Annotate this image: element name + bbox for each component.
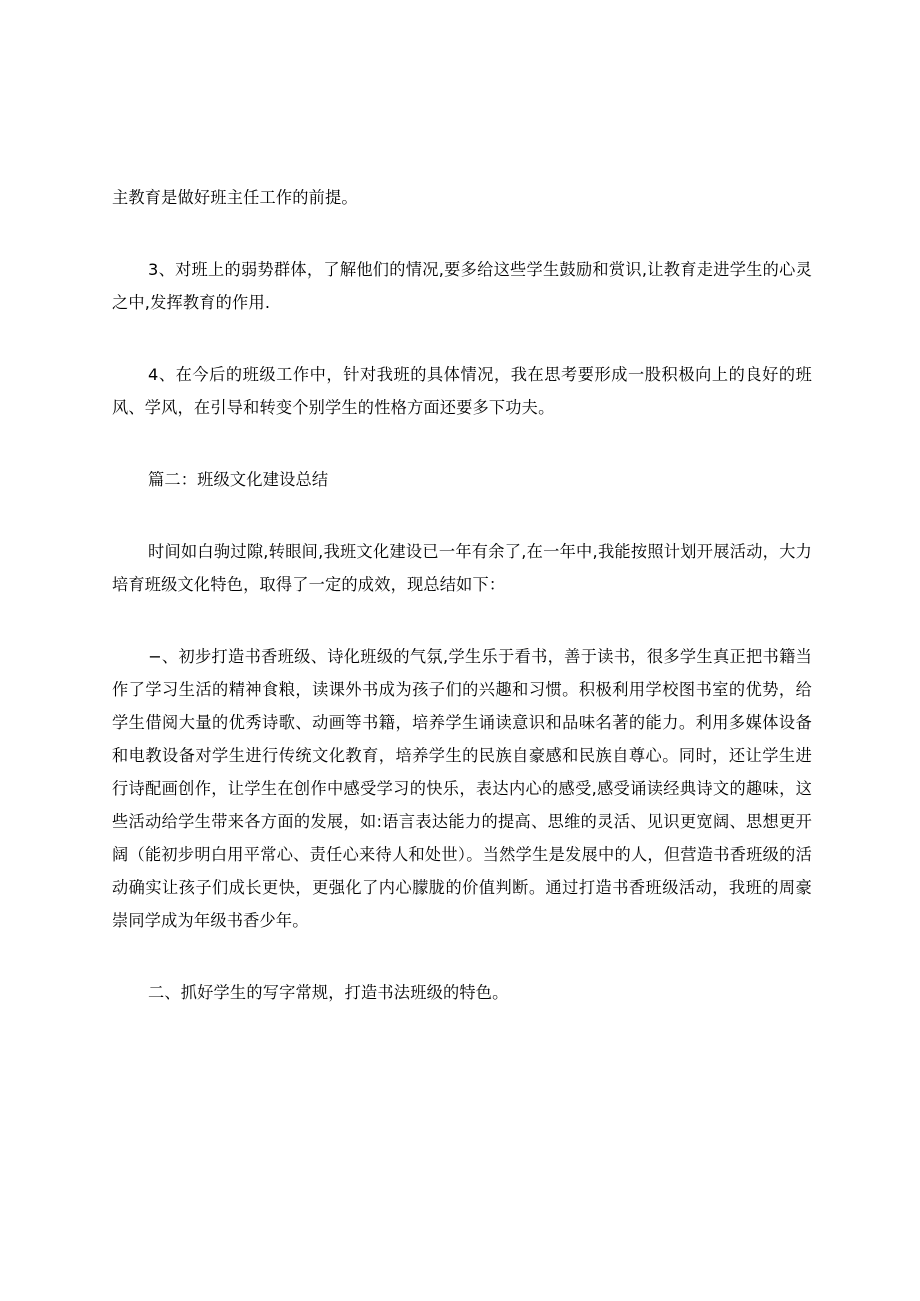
paragraph-intro: 时间如白驹过隙,转眼间,我班文化建设已一年有余了,在一年中,我能按照计划开展活动，大力培育班级文化特色，取得了一定的成效，现总结如下： bbox=[112, 542, 812, 594]
section-heading: 篇二：班级文化建设总结 bbox=[148, 470, 329, 489]
paragraph-section-one: −、初步打造书香班级、诗化班级的气氛,学生乐于看书，善于读书，很多学生真正把书籍当作了学习生活的精神食粮，读课外书成为孩子们的兴趣和习惯。积极利用学校图书室的优势，给学生借阅大量的优秀诗歌、动画等书籍，培养学生诵读意识和品味名著的能力。利用多媒体设备和电教设备对学生进行传统文化教育，培养学生的民族自豪感和民族自尊心。同时，还让学生进行诗配画创作，让学生在创作中感受学习的快乐，表达内心的感受,感受诵读经典诗文的趣味，这些活动给学生带来各方面的发展，如:语言表达能力的提高、思维的灵活、见识更宽阔、思想更开阔（能初步明白用平常心、责任心来待人和处世）。当然学生是发展中的人，但营造书香班级的活动确实让孩子们成长更快，更强化了内心朦胧的价值判断。通过打造书香班级活动，我班的周豪崇同学成为年级书香少年。 bbox=[112, 647, 812, 930]
paragraph-item-3: 3、对班上的弱势群体，了解他们的情况,要多给这些学生鼓励和赏识,让教育走进学生的心灵之中,发挥教育的作用. bbox=[112, 260, 812, 312]
paragraph-item-4: 4、在今后的班级工作中，针对我班的具体情况，我在思考要形成一股积极向上的良好的班风、学风，在引导和转变个别学生的性格方面还要多下功夫。 bbox=[112, 365, 812, 417]
paragraph-continuation: 主教育是做好班主任工作的前提。 bbox=[112, 188, 358, 207]
paragraph-section-two: 二、抓好学生的写字常规，打造书法班级的特色。 bbox=[148, 983, 509, 1002]
document-body bbox=[112, 181, 812, 1009]
